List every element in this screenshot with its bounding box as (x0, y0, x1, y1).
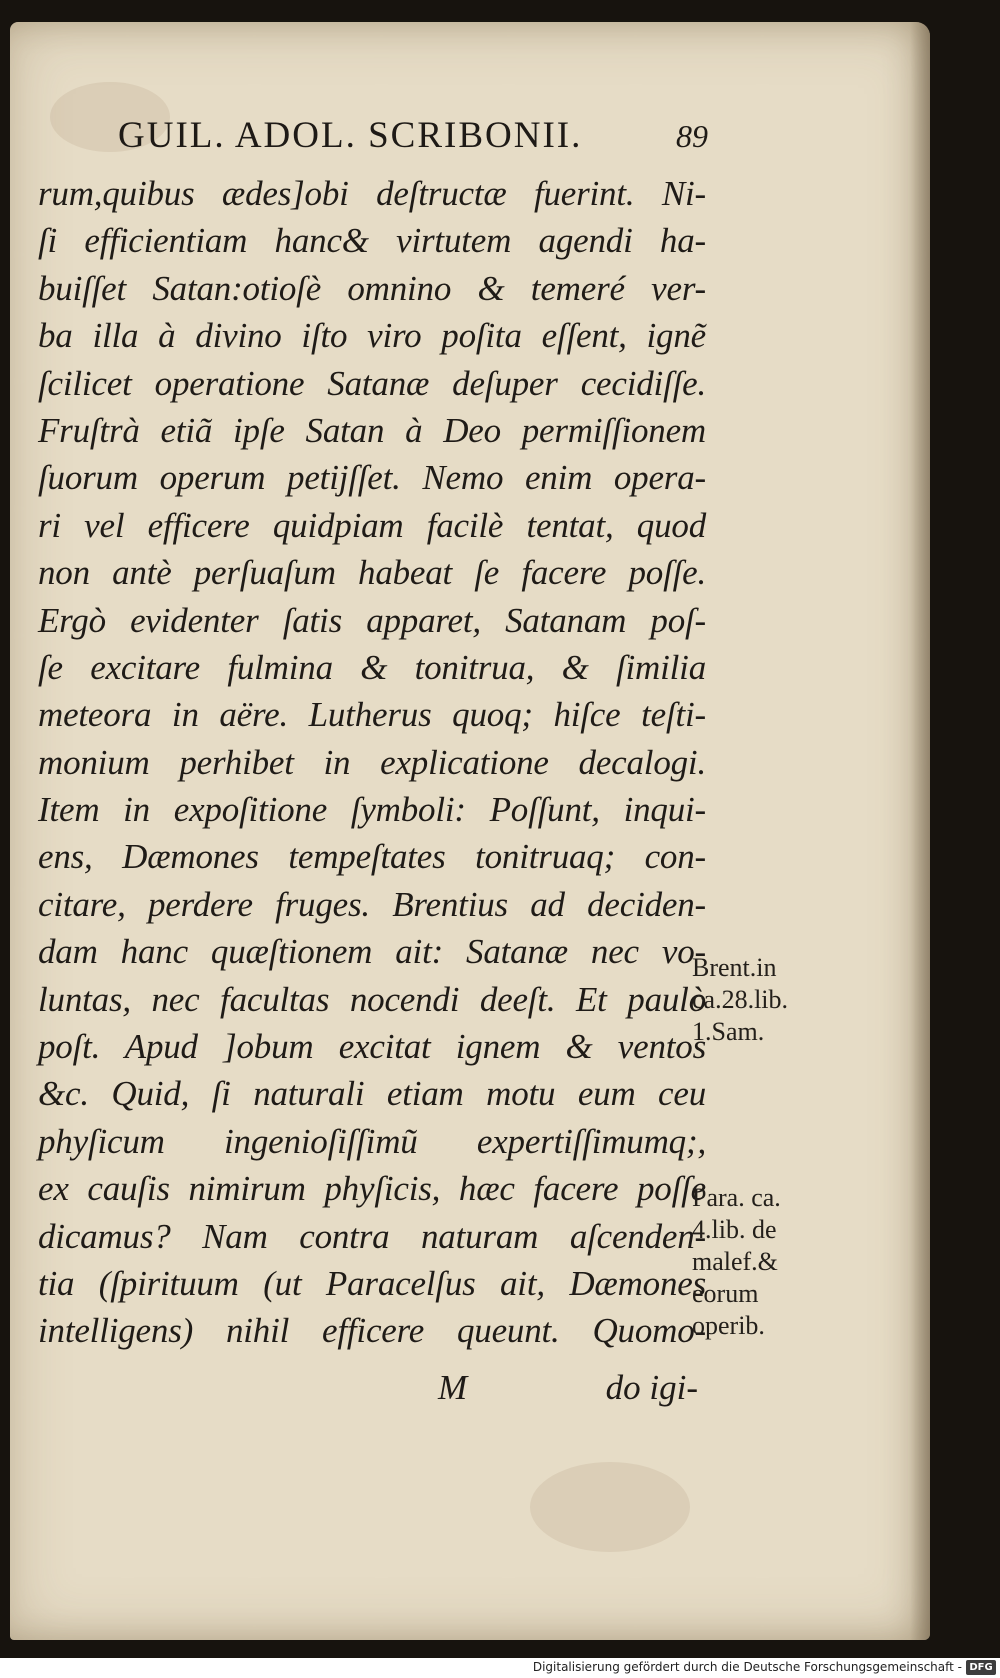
catchword: do igi- (605, 1368, 698, 1407)
text-line: poſt. Apud ]obum excitat ignem & ventos (38, 1027, 706, 1067)
text-line: dicamus? Nam contra naturam aſcenden- (38, 1216, 706, 1256)
text-line: ens, Dæmones tempeſtates tonitruaq; con- (38, 837, 706, 877)
margin-note-brentius (692, 952, 788, 1048)
running-head: GUIL. ADOL. SCRIBONII. (118, 115, 583, 156)
text-line: ba illa à divino iſto viro poſita eſſent, ignẽ (38, 316, 706, 356)
margin-note-line: 4.lib. de (692, 1215, 777, 1244)
text-line: luntas, nec facultas nocendi deeſt. Et paulò (38, 979, 706, 1019)
text-line: meteora in aëre. Lutherus quoq; hiſce teſti- (38, 695, 706, 735)
margin-note-line: 1.Sam. (692, 1017, 765, 1046)
text-line: &c. Quid, ſi naturali etiam motu eum ceu (38, 1074, 706, 1114)
margin-note-line: malef.& (692, 1247, 778, 1276)
text-line: ſe excitare fulmina & tonitrua, & ſimilia (38, 647, 706, 687)
text-line: non antè perſuaſum habeat ſe facere poſſe. (38, 553, 706, 593)
paper-stain (530, 1462, 690, 1552)
text-line: monium perhibet in explicatione decalogi. (38, 742, 706, 782)
margin-note-line: eorum (692, 1279, 759, 1308)
text-line: Ergò evidenter ſatis apparet, Satanam poſ- (38, 600, 706, 640)
book-page (10, 22, 930, 1640)
text-line: ſcilicet operatione Satanæ deſuper cecidiſſe. (38, 363, 706, 403)
text-line: ſi efficientiam hanc& virtutem agendi ha- (38, 221, 706, 261)
text-line: intelligens) nihil efficere queunt. Quomo- (38, 1311, 706, 1351)
margin-note-line: operib. (692, 1311, 765, 1340)
text-line: citare, perdere fruges. Brentius ad deciden- (38, 884, 706, 924)
margin-note-line: Brent.in (692, 953, 777, 982)
text-line: tia (ſpirituum (ut Paracelſus ait, Dæmones (38, 1263, 706, 1303)
margin-note-line: Para. ca. (692, 1183, 781, 1212)
page-number: 89 (676, 118, 708, 154)
text-line: Fruſtrà etiã ipſe Satan à Deo permiſſionem (38, 410, 706, 450)
margin-note-line: ca.28.lib. (692, 985, 789, 1014)
text-line: phyſicum ingenioſiſſimũ expertiſſimumq;, (38, 1121, 706, 1161)
text-line: rum,quibus ædes]obi deſtructæ fuerint. Ni- (38, 174, 706, 213)
funding-credit: Digitalisierung gefördert durch die Deutsche Forschungsgemeinschaft - (532, 1660, 962, 1674)
dfg-logo: DFG (966, 1660, 996, 1675)
text-line: ſuorum operum petijſſet. Nemo enim opera- (38, 458, 706, 498)
page-header (118, 114, 718, 164)
text-line: Item in expoſitione ſymboli: Poſſunt, inqui- (38, 790, 706, 830)
footer-strip (0, 1658, 1000, 1678)
catchword-line (438, 1368, 698, 1418)
margin-note-paracelsus (692, 1182, 781, 1342)
text-line: ri vel efficere quidpiam facilè tentat, quod (38, 505, 706, 545)
text-line: dam hanc quæſtionem ait: Satanæ nec vo- (38, 932, 706, 972)
page-edge-shadow (910, 22, 930, 1640)
signature-mark: M (438, 1368, 468, 1407)
body-text (38, 170, 706, 1355)
text-line: buiſſet Satan:otioſè omnino & temeré ver- (38, 268, 706, 308)
text-line: ex cauſis nimirum phyſicis, hæc facere poſſe (38, 1169, 706, 1209)
